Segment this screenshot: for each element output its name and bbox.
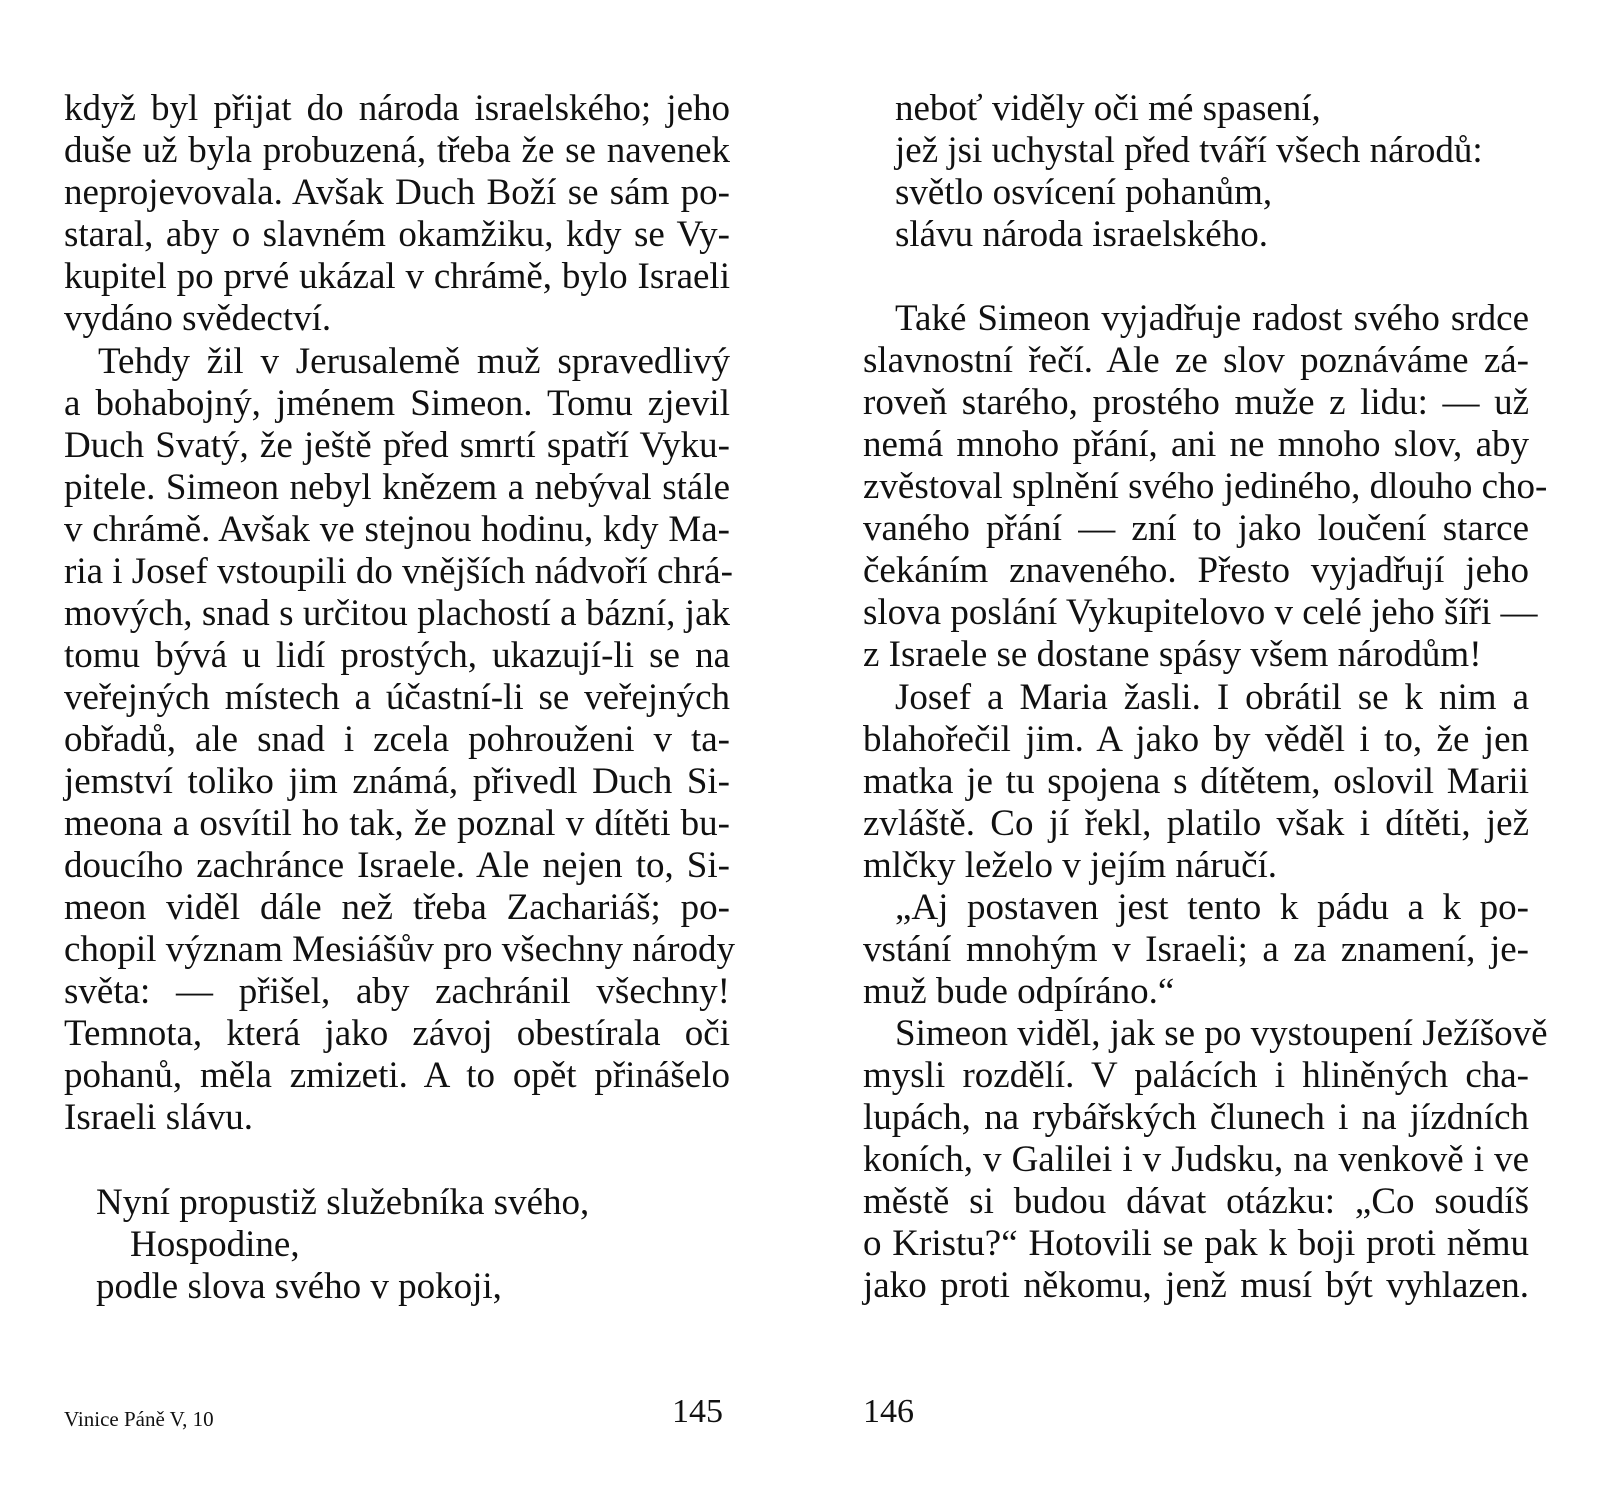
text-line: kupitel po prvé ukázal v chrámě, bylo Israeli xyxy=(64,256,730,297)
text-line: meona a osvítil ho tak, že poznal v dítěti bu- xyxy=(64,803,730,844)
text-line: meon viděl dále než třeba Zachariáš; po- xyxy=(64,887,730,928)
text-line: pohanů, měla zmizeti. A to opět přinášelo xyxy=(64,1055,730,1096)
verse-line: podle slova svého v pokoji, xyxy=(96,1266,502,1307)
text-line: pitele. Simeon nebyl knězem a nebýval stále xyxy=(64,467,730,508)
text-line: slavnostní řečí. Ale ze slov poznáváme zá- xyxy=(863,340,1529,381)
page-number: 146 xyxy=(863,1393,914,1430)
text-line: staral, aby o slavném okamžiku, kdy se Vy- xyxy=(64,214,730,255)
text-line: vydáno svědectví. xyxy=(64,298,332,339)
text-line: roveň starého, prostého muže z lidu: — už xyxy=(863,382,1529,423)
text-line: vaného přání — zní to jako loučení starce xyxy=(863,508,1529,549)
text-line: blahořečil jim. A jako by věděl i to, že jen xyxy=(863,719,1529,760)
text-line: Duch Svatý, že ještě před smrtí spatří Vyku- xyxy=(64,425,730,466)
verse-line: světlo osvícení pohanům, xyxy=(895,172,1273,213)
text-line: matka je tu spojena s dítětem, oslovil Marii xyxy=(863,761,1529,802)
text-line: Simeon viděl, jak se po vystoupení Ježíšově xyxy=(895,1013,1548,1054)
text-line: Také Simeon vyjadřuje radost svého srdce xyxy=(895,298,1529,339)
text-line: duše už byla probuzená, třeba že se navenek xyxy=(64,130,730,171)
text-line: čekáním znaveného. Přesto vyjadřují jeho xyxy=(863,550,1529,591)
text-line: chopil význam Mesiášův pro všechny národy xyxy=(64,929,735,970)
text-line: vstání mnohým v Israeli; a za znamení, je- xyxy=(863,929,1529,970)
text-line: lupách, na rybářských člunech i na jízdních xyxy=(863,1097,1529,1138)
text-line: mysli rozdělí. V palácích i hliněných cha- xyxy=(863,1055,1529,1096)
text-line: z Israele se dostane spásy všem národům! xyxy=(863,634,1482,675)
verse-line: slávu národa israelského. xyxy=(895,214,1268,255)
text-line: a bohabojný, jménem Simeon. Tomu zjevil xyxy=(64,383,730,424)
text-line: slova poslání Vykupitelovo v celé jeho šíři — xyxy=(863,592,1538,633)
text-line: Temnota, která jako závoj obestírala oči xyxy=(64,1013,730,1054)
text-line: muž bude odpíráno.“ xyxy=(863,971,1175,1012)
verse-line: Nyní propustiž služebníka svého, xyxy=(96,1182,590,1223)
text-line: „Aj postaven jest tento k pádu a k po- xyxy=(895,887,1529,928)
text-line: jemství toliko jim známá, přivedl Duch Si- xyxy=(64,761,730,802)
text-line: obřadů, ale snad i zcela pohrouženi v ta- xyxy=(64,719,730,760)
text-line: Josef a Maria žasli. I obrátil se k nim a xyxy=(895,677,1529,718)
text-line: v chrámě. Avšak ve stejnou hodinu, kdy Ma- xyxy=(64,509,730,550)
text-line: doucího zachránce Israele. Ale nejen to, Si- xyxy=(64,845,730,886)
text-line: koních, v Galilei i v Judsku, na venkově i ve xyxy=(863,1139,1529,1180)
text-line: městě si budou dávat otázku: „Co soudíš xyxy=(863,1181,1529,1222)
text-line: zvláště. Co jí řekl, platilo však i dítěti, jež xyxy=(863,803,1529,844)
text-line: Tehdy žil v Jerusalemě muž spravedlivý xyxy=(98,341,730,382)
text-line: světa: — přišel, aby zachránil všechny! xyxy=(64,971,730,1012)
verse-line: neboť viděly oči mé spasení, xyxy=(895,88,1321,129)
text-line: mových, snad s určitou plachostí a bázní, jak xyxy=(64,593,730,634)
text-line: veřejných místech a účastní-li se veřejných xyxy=(64,677,730,718)
verse-line: Hospodine, xyxy=(130,1224,300,1265)
text-line: když byl přijat do národa israelského; jeho xyxy=(64,88,730,129)
verse-line: jež jsi uchystal před tváří všech národů: xyxy=(895,130,1483,171)
text-line: o Kristu?“ Hotovili se pak k boji proti němu xyxy=(863,1223,1529,1264)
text-line: nemá mnoho přání, ani ne mnoho slov, aby xyxy=(863,424,1529,465)
text-line: mlčky leželo v jejím náručí. xyxy=(863,845,1278,886)
text-line: zvěstoval splnění svého jediného, dlouho cho- xyxy=(863,466,1548,507)
right-page xyxy=(809,0,1618,1500)
text-line: jako proti někomu, jenž musí být vyhlazen. xyxy=(863,1265,1529,1306)
book-signature: Vinice Páně V, 10 xyxy=(64,1407,214,1431)
text-line: neprojevovala. Avšak Duch Boží se sám po- xyxy=(64,172,730,213)
text-line: Israeli slávu. xyxy=(64,1097,254,1138)
page-number: 145 xyxy=(672,1393,723,1430)
text-line: tomu bývá u lidí prostých, ukazují-li se na xyxy=(64,635,730,676)
text-line: ria i Josef vstoupili do vnějších nádvoří chrá- xyxy=(64,551,733,592)
